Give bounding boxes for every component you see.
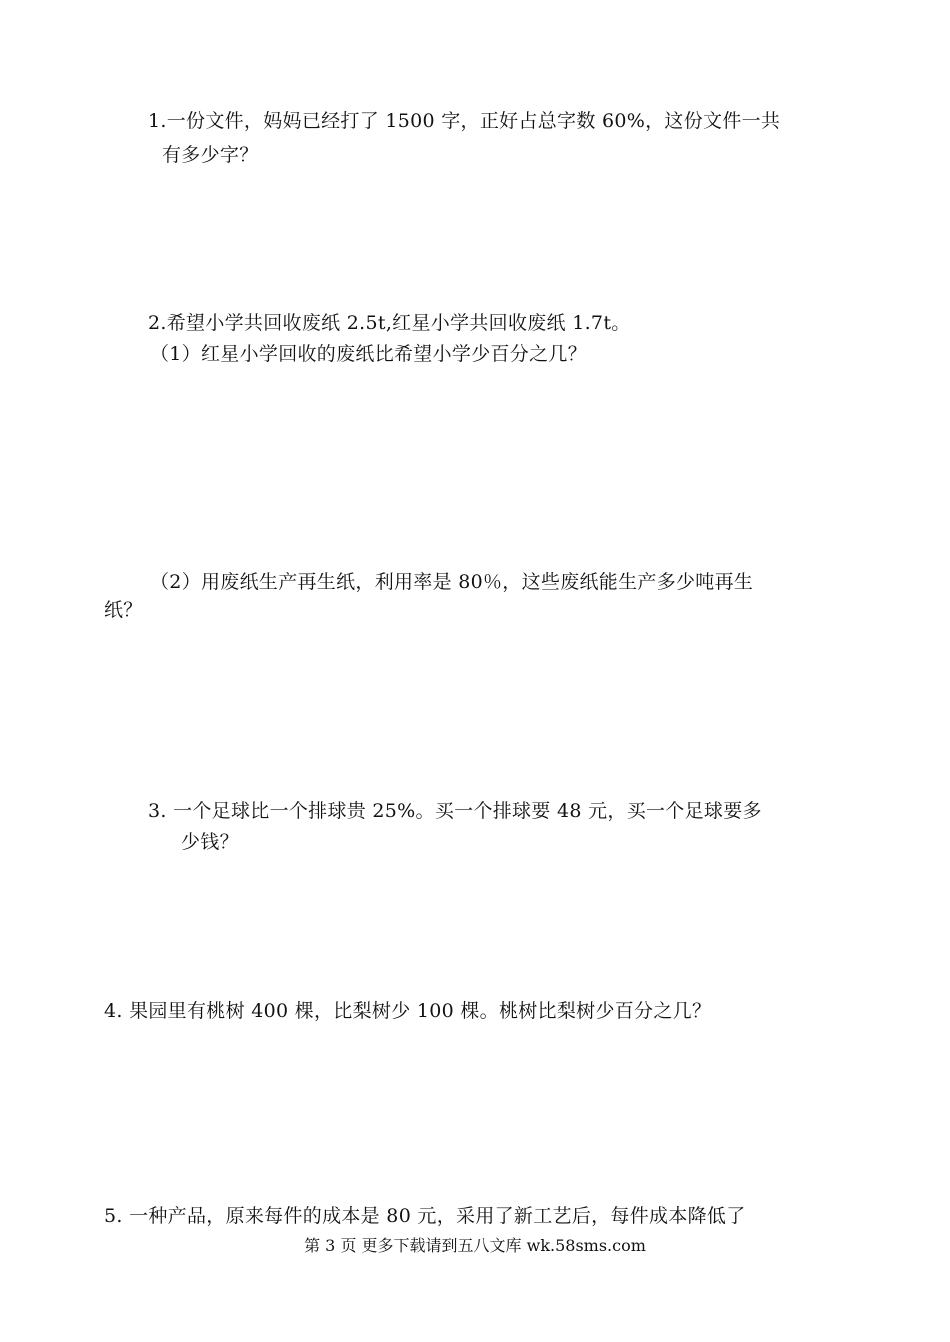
problem-3-line-2: 少钱？ (181, 831, 239, 853)
problem-2-question-2-line-2: 纸？ (104, 599, 143, 621)
page-footer: 第 3 页 更多下载请到五八文库 wk.58sms.com (304, 1236, 646, 1255)
problem-5-line-1: 5. 一种产品，原来每件的成本是 80 元，采用了新工艺后，每件成本降低了 (104, 1205, 746, 1227)
problem-1-line-1: 1.一份文件，妈妈已经打了 1500 字，正好占总字数 60%，这份文件一共 (148, 110, 781, 132)
problem-4-line-1: 4. 果园里有桃树 400 棵，比梨树少 100 棵。桃树比梨树少百分之几？ (104, 1000, 712, 1022)
problem-1-line-2: 有多少字？ (162, 144, 259, 166)
problem-2-question-1: （1）红星小学回收的废纸比希望小学少百分之几？ (150, 343, 587, 365)
problem-2-question-2-line-1: （2）用废纸生产再生纸，利用率是 80％，这些废纸能生产多少吨再生 (150, 571, 754, 593)
problem-3-line-1: 3. 一个足球比一个排球贵 25%。买一个排球要 48 元，买一个足球要多 (148, 800, 762, 822)
problem-2-intro: 2.希望小学共回收废纸 2.5t,红星小学共回收废纸 1.7t。 (148, 312, 631, 334)
